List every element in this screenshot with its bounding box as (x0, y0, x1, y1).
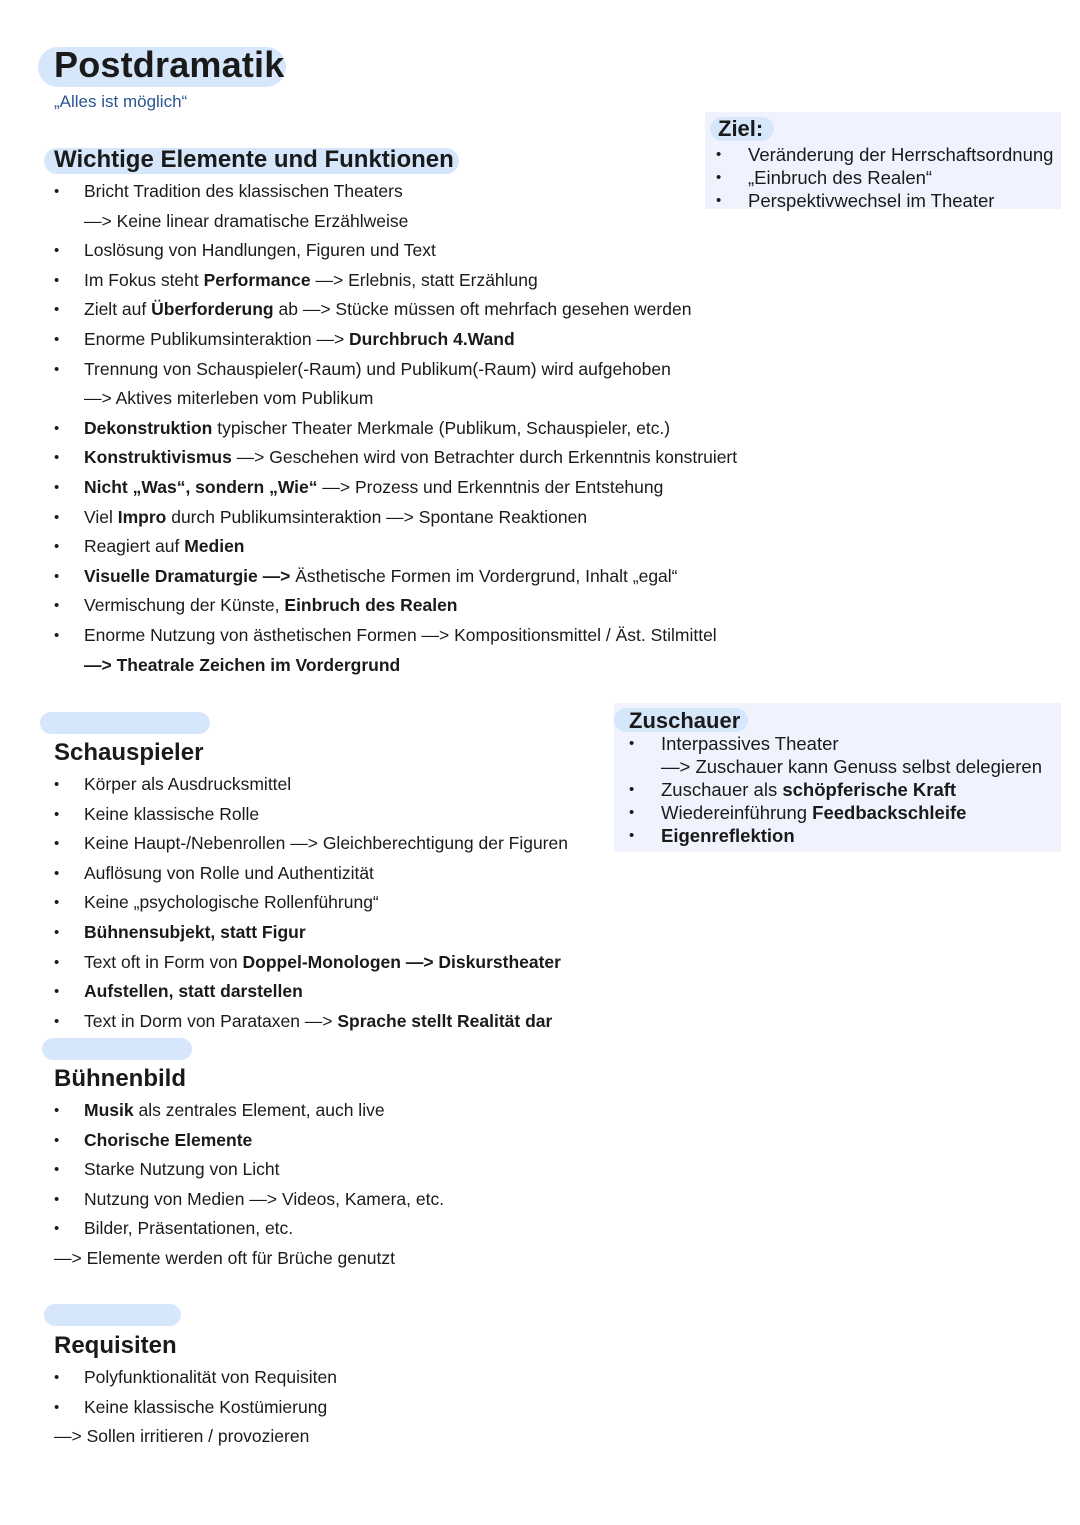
list-item: • Dekonstruktion typischer Theater Merkmale (Publikum, Schauspieler, etc.) (54, 414, 737, 444)
requisiten-heading: Requisiten (54, 1332, 177, 1359)
list-item: • Musik als zentrales Element, auch live (54, 1096, 444, 1126)
list-item: • Veränderung der Herrschaftsordnung (716, 143, 1053, 166)
list-item: • Viel Impro durch Publikumsinteraktion —> Spontane Reaktionen (54, 503, 737, 533)
schauspieler-heading: Schauspieler (54, 739, 204, 766)
page-title: Postdramatik (54, 44, 285, 85)
list-item: —> Theatrale Zeichen im Vordergrund (84, 654, 401, 675)
list-item: • Keine klassische Rolle (54, 800, 568, 830)
list-item: • Enorme Nutzung von ästhetischen Formen —> Kompositionsmittel / Äst. Stilmittel (54, 621, 737, 651)
list-item: • Loslösung von Handlungen, Figuren und Text (54, 236, 737, 266)
requisiten-highlight (44, 1304, 181, 1326)
requisiten-list (54, 1363, 337, 1452)
ziel-heading: Ziel: (718, 116, 764, 141)
list-item: • Im Fokus steht Performance —> Erlebnis, statt Erzählung (54, 266, 737, 296)
list-item: • Konstruktivismus —> Geschehen wird von Betrachter durch Erkenntnis konstruiert (54, 443, 737, 473)
list-item: • Chorische Elemente (54, 1126, 444, 1156)
list-item: • Keine klassische Kostümierung (54, 1393, 337, 1423)
list-item: • Bühnensubjekt, statt Figur (54, 918, 568, 948)
list-item: • Polyfunktionalität von Requisiten (54, 1363, 337, 1393)
list-item: —> Aktives miterleben vom Publikum (84, 388, 374, 409)
buehnenbild-highlight (42, 1038, 192, 1060)
list-item: • Visuelle Dramaturgie —> Ästhetische Formen im Vordergrund, Inhalt „egal“ (54, 562, 737, 592)
schauspieler-highlight (40, 712, 210, 734)
list-item: • Trennung von Schauspieler(-Raum) und Publikum(-Raum) wird aufgehoben (54, 355, 737, 385)
list-item: • Körper als Ausdrucksmittel (54, 770, 568, 800)
list-item: —> Elemente werden oft für Brüche genutzt (54, 1247, 395, 1268)
list-item: • Enorme Publikumsinteraktion —> Durchbruch 4.Wand (54, 325, 737, 355)
list-item: • Zuschauer als schöpferische Kraft (629, 778, 1042, 801)
buehnenbild-list (54, 1096, 444, 1274)
buehnenbild-heading: Bühnenbild (54, 1065, 186, 1092)
list-item: • Bilder, Präsentationen, etc. (54, 1214, 444, 1244)
schauspieler-list (54, 770, 568, 1036)
list-item: • Zielt auf Überforderung ab —> Stücke müssen oft mehrfach gesehen werden (54, 295, 737, 325)
list-item: • Interpassives Theater (629, 732, 1042, 755)
list-item: • Eigenreflektion (629, 824, 1042, 847)
list-item: —> Sollen irritieren / provozieren (54, 1426, 310, 1447)
list-item: • Starke Nutzung von Licht (54, 1155, 444, 1185)
list-item: • Bricht Tradition des klassischen Theaters (54, 177, 737, 207)
list-item: • „Einbruch des Realen“ (716, 166, 1053, 189)
list-item: • Nicht „Was“, sondern „Wie“ —> Prozess und Erkenntnis der Entstehung (54, 473, 737, 503)
list-item: • Perspektivwechsel im Theater (716, 189, 1053, 212)
list-item: • Text oft in Form von Doppel-Monologen —> Diskurstheater (54, 948, 568, 978)
elemente-list (54, 177, 737, 680)
list-item: • Keine „psychologische Rollenführung“ (54, 888, 568, 918)
ziel-list (716, 143, 1053, 212)
list-item: • Vermischung der Künste, Einbruch des Realen (54, 591, 737, 621)
list-item: • Aufstellen, statt darstellen (54, 977, 568, 1007)
list-item: • Text in Dorm von Parataxen —> Sprache stellt Realität dar (54, 1007, 568, 1037)
list-item: • Auflösung von Rolle und Authentizität (54, 859, 568, 889)
list-item: • Keine Haupt-/Nebenrollen —> Gleichberechtigung der Figuren (54, 829, 568, 859)
zuschauer-heading: Zuschauer (629, 708, 741, 733)
list-item: • Reagiert auf Medien (54, 532, 737, 562)
zuschauer-list (629, 732, 1042, 847)
page-subtitle: „Alles ist möglich“ (54, 92, 188, 111)
list-item: • Wiedereinführung Feedbackschleife (629, 801, 1042, 824)
list-item: —> Keine linear dramatische Erzählweise (84, 210, 409, 231)
list-item: —> Zuschauer kann Genuss selbst delegieren (661, 756, 1043, 777)
elemente-heading: Wichtige Elemente und Funktionen (54, 146, 454, 173)
list-item: • Nutzung von Medien —> Videos, Kamera, etc. (54, 1185, 444, 1215)
